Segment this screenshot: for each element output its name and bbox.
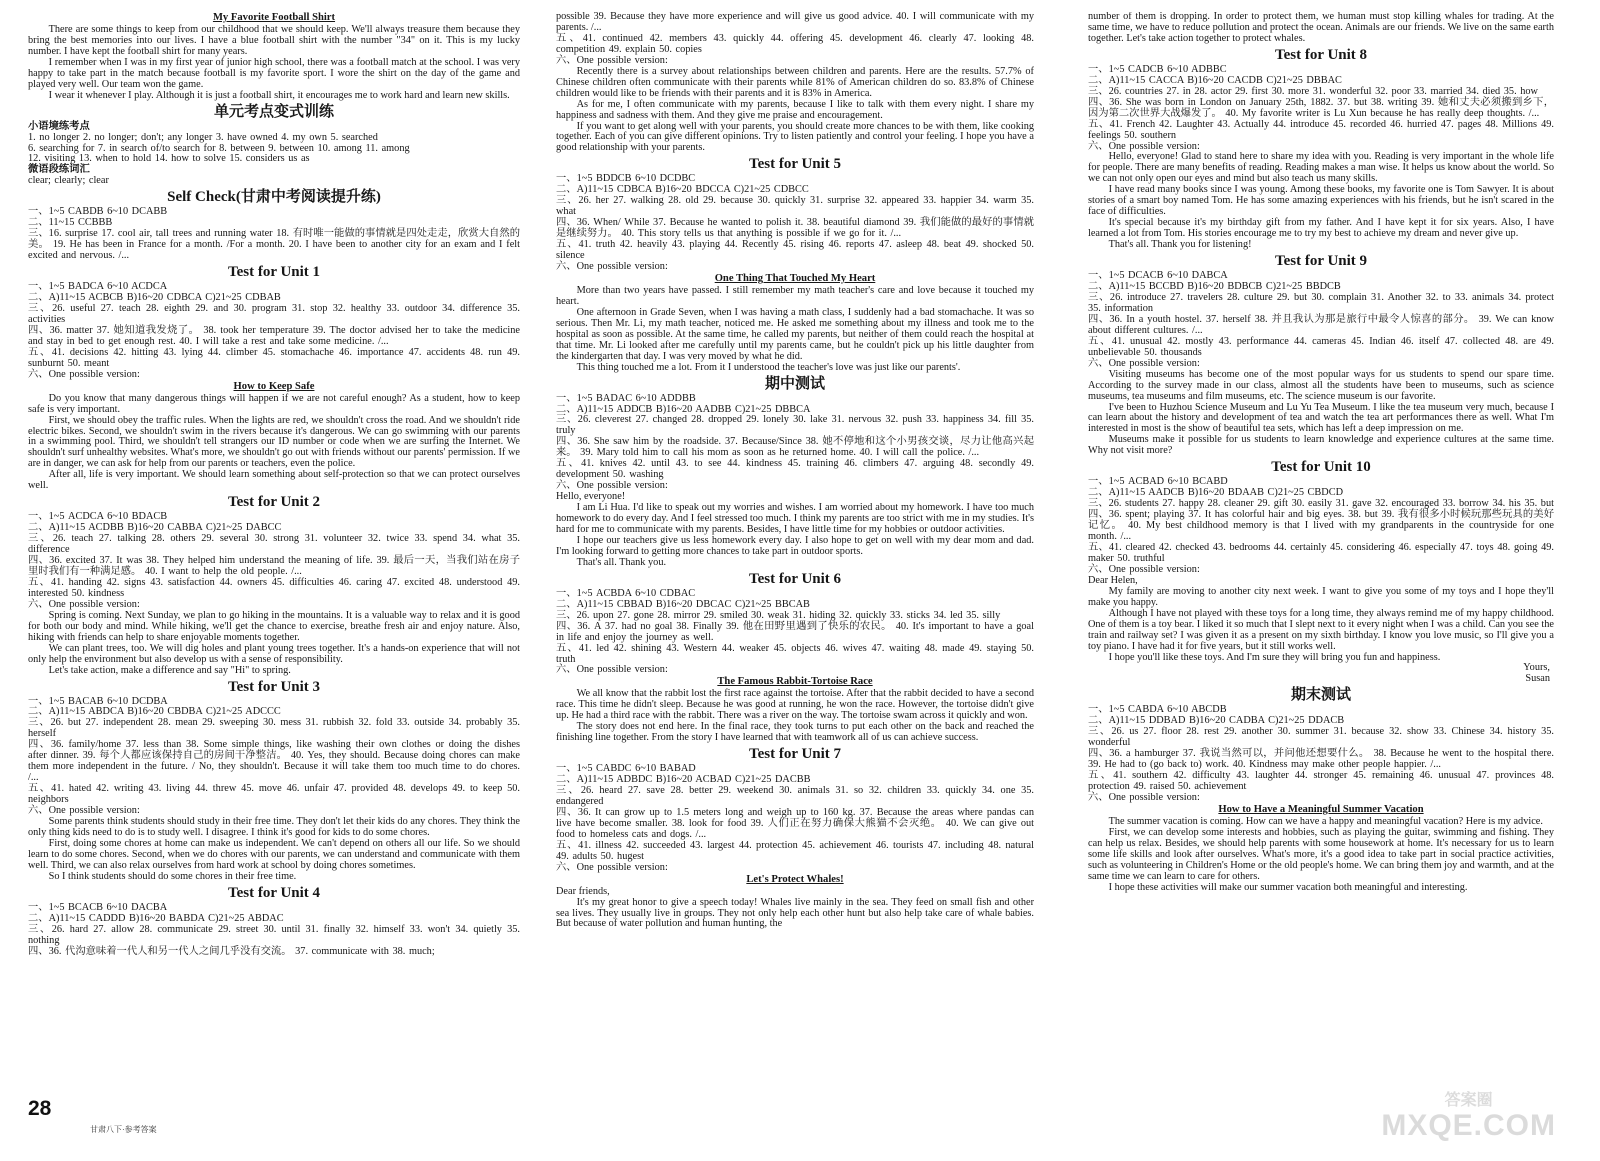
essay-paragraph: It's special because it's my birthday gift from my father. And I have kept it for six years. Also, I have learned a lot from Tom. His stories encourage me to try my best to achieve my dream and never give up. bbox=[1088, 217, 1554, 240]
answer-line: 三、26. introduce 27. travelers 28. culture 29. but 30. complain 31. Another 32. to 33. animals 34. protect 35. information bbox=[1088, 291, 1554, 314]
essay-paragraph: One afternoon in Grade Seven, when I was having a math class, I suddenly had a bad stomachache. It was so serious. Then Mr. Li, my math teacher, noticed me. He asked me something about my illness and took me to the hospital as soon as possible. At the same time, he called my parents, but neither of them could reach the hospital at that time. Mr. Li looked after me carefully until my parents came, but he couldn't pick up his little daughter from the kindergarten that day. I was very moved by what he did. bbox=[556, 306, 1034, 362]
answer-line: 三、26. countries 27. in 28. actor 29. first 30. more 31. wonderful 32. poor 33. married 34. died 35. how bbox=[1088, 85, 1538, 97]
answer-line: 三、26. upon 27. gone 28. mirror 29. smiled 30. weak 31. hiding 32. quickly 33. sticks 34. led 35. silly bbox=[556, 609, 1001, 621]
essay-paragraph: Museums make it possible for us students to learn knowledge and experience cultures at the same time. Why not visit more? bbox=[1088, 434, 1554, 457]
section-heading: Test for Unit 3 bbox=[227, 678, 321, 695]
answer-line: 三、26. us 27. floor 28. rest 29. another 30. summer 31. because 32. show 33. Chinese 34. history 35. wonderful bbox=[1088, 726, 1554, 749]
answer-line: 一、1~5 BADAC 6~10 ADDBB bbox=[556, 392, 696, 404]
essay-paragraph: I've been to Huzhou Science Museum and Lu Yu Tea Museum. I like the tea museum very much, because I can learn about the history and development of tea and watch the tea art performances there as well. What I'm interested in most is the show of beautiful tea sets, which has left a deep impression on me. bbox=[1088, 401, 1554, 435]
essay-paragraph: Although I have not played with these toys for a long time, they always remind me of my happy childhood. One of them is a toy bear. I liked it so much that I slept next to it every night when I was a child. Can you see the train and railway set? I was given it as a present on my sixth birthday. I know you love music, so I'll give you a toy piano. I have had it for five years, but it still works well. bbox=[1088, 607, 1554, 652]
section-heading: 期中测试 bbox=[764, 375, 825, 392]
answer-line: 二、A)11~15 DDBAD B)16~20 CADBA C)21~25 DDACB bbox=[1088, 715, 1345, 727]
section-heading: Test for Unit 6 bbox=[748, 570, 842, 587]
essay-paragraph: It's my great honor to give a speech today! Whales live mainly in the sea. They feed on small fish and other sea lives. They usually live in groups. They not only help each other hunt but also help take care of whale babies. But because of water pollution and human hunting, the bbox=[556, 896, 1034, 930]
subsection-label: 小语境练考点 bbox=[28, 120, 90, 132]
answer-line: 五、41. unusual 42. mostly 43. performance 44. cameras 45. Indian 46. itself 47. collected 48. are 49. unbelievable 50. thousands bbox=[1088, 335, 1554, 358]
answer-line: 三、26. heard 27. save 28. better 29. weekend 30. animals 31. so 32. children 33. quickly 34. one 35. endangered bbox=[556, 785, 1034, 807]
answer-line: 四、36. In a youth hostel. 37. herself 38. 并且我认为那是旅行中最令人惊喜的部分。 39. We can know about different cultures. /... bbox=[1088, 313, 1554, 336]
answer-line: 三、26. teach 27. talking 28. others 29. several 30. strong 31. volunteer 32. twice 33. spend 34. what 35. difference bbox=[28, 533, 520, 556]
answer-line: 六、One possible version: bbox=[556, 261, 668, 273]
answer-line: 一、1~5 BCACB 6~10 DACBA bbox=[28, 901, 168, 913]
section-heading: Test for Unit 10 bbox=[1271, 459, 1371, 476]
answer-line: 五、41. cleared 42. checked 43. bedrooms 44. certainly 45. considering 46. especially 47. toys 48. going 49. maker 50. truthful bbox=[1088, 541, 1554, 564]
answer-line: 一、1~5 BADCA 6~10 ACDCA bbox=[28, 281, 168, 293]
answer-line: 二、A)11~15 CDBCA B)16~20 BDCCA C)21~25 CDBCC bbox=[556, 184, 809, 196]
answer-line: 五、41. illness 42. succeeded 43. largest 44. protection 45. achievement 46. tourists 47. including 48. natural 49. adults 50. hugest bbox=[556, 839, 1034, 862]
essay-paragraph: I hope you'll like these toys. And I'm sure they will bring you fun and happiness. bbox=[1108, 651, 1441, 663]
answer-line: 六、One possible version: bbox=[28, 368, 140, 380]
answer-line: 一、1~5 CABDB 6~10 DCABB bbox=[28, 206, 168, 218]
essay-paragraph: Recently there is a survey about relationships between children and parents. Here are the results. 57.7% of Chinese children often communicate with their parents while 81% of American children do so. 83.8% of Chinese children would like to be friends with their parents and it is 83% in America. bbox=[556, 65, 1034, 99]
section-heading: 单元考点变式训练 bbox=[213, 103, 334, 120]
essay-paragraph: I have read many books since I was young. Among these books, my favorite one is Tom Sawyer. It is about stories of a smart boy named Tom. He has some amazing experiences with his friends, but he isn't scared in the face of difficulties. bbox=[1088, 184, 1554, 218]
answer-line: 五、41. knives 42. until 43. to see 44. kindness 45. training 46. climbers 47. arguing 48. secondly 49. development 50. washing bbox=[556, 458, 1034, 481]
essay-paragraph: I hope our teachers give us less homework every day. I also hope to get on well with my dear mom and dad. I'm looking forward to getting more chances to take part in outdoor sports. bbox=[556, 534, 1034, 557]
essay-title: My Favorite Football Shirt bbox=[212, 12, 336, 23]
answer-line: 一、1~5 ACBAD 6~10 BCABD bbox=[1088, 476, 1228, 488]
answer-line: 二、A)11~15 ADBDC B)16~20 ACBAD C)21~25 DACBB bbox=[556, 774, 811, 786]
answer-line: 1. no longer 2. no longer; don't; any longer 3. have owned 4. my own 5. searched bbox=[28, 131, 378, 143]
answer-line: 四、36. A 37. had no goal 38. Finally 39. 他在田野里遇到了快乐的农民。 40. It's important to have a goal in life and enjoy the journey as well. bbox=[556, 620, 1034, 643]
footer-label: 甘肃八下·参考答案 bbox=[90, 1125, 157, 1134]
answer-line: 一、1~5 BDDCB 6~10 DCDBC bbox=[556, 173, 696, 185]
answer-line: 二、A)11~15 ACDBB B)16~20 CABBA C)21~25 DABCC bbox=[28, 522, 282, 534]
answer-line: 五、41. French 42. Laughter 43. Actually 44. introduce 45. recorded 46. hurried 47. pages 48. Millions 49. feelings 50. southern bbox=[1088, 118, 1554, 141]
answer-line: 四、36. She saw him by the roadside. 37. Because/Since 38. 她不停地和这个小男孩交谈，尽力让他高兴起来。 39. Mary told him to call his mom as soon as he returned home. 40. I will call the police. /... bbox=[556, 436, 1034, 459]
essay-paragraph: First, we should obey the traffic rules. When the lights are red, we shouldn't cross the road. And we shouldn't ride electric bikes. Second, we shouldn't swim in the rivers because it's dangerous. We can go swimming with our parents in a swimming pool. Third, we shouldn't tell strangers our ID number or code when we are surfing the Internet. We shouldn't surf unhealthy websites. What's more, we shouldn't go out with friends without our parents' permission. If we are in danger, we can ask for help from our parents or teachers, even the police. bbox=[28, 414, 520, 470]
answer-line: 三、26. students 27. happy 28. cleaner 29. gift 30. easily 31. gave 32. encouraged 33. borrow 34. his 35. but bbox=[1088, 498, 1554, 510]
essay-paragraph: If you want to get along well with your parents, you should create more chances to be with them, like cooking together. Each of you can give different opinions. Try to listen patiently and control your feeling. I hope you have a good relationship with your parents. bbox=[556, 120, 1034, 154]
watermark-site-text: MXQE.COM bbox=[1381, 1109, 1556, 1142]
answer-line: 一、1~5 ACDCA 6~10 BDACB bbox=[28, 511, 168, 523]
answer-line: 六、One possible version: bbox=[1088, 140, 1200, 152]
section-heading: Test for Unit 8 bbox=[1274, 46, 1368, 63]
essay-paragraph: This thing touched me a lot. From it I understood the teacher's love was just like our parents'. bbox=[576, 361, 961, 373]
answer-line: 三、26. cleverest 27. changed 28. dropped 29. lonely 30. lake 31. nervous 32. push 33. happiness 34. fill 35. truly bbox=[556, 414, 1034, 437]
answer-line: 六、One possible version: bbox=[1088, 563, 1200, 575]
essay-paragraph: Visiting museums has become one of the most popular ways for us students to spend our spare time. According to the survey made in our class, almost all the students have been to museums, such as science museums, tea museums and film museums, etc. The science museum is our favorite. bbox=[1088, 368, 1554, 402]
essay-title: One Thing That Touched My Heart bbox=[714, 272, 876, 284]
page-number: 28 bbox=[28, 1097, 52, 1120]
essay-paragraph: Hello, everyone! Glad to stand here to share my idea with you. Reading is very important in the whole life for people. There are many benefits of reading. Reading makes a man wise. It helps us know about the world. So we can not only open our eyes and mind but also teach us many skills. bbox=[1088, 151, 1554, 185]
essay-paragraph: We can plant trees, too. We will dig holes and plant young trees together. It's a hands-on experience that will not only help the environment but also develop us with a sense of responsibility. bbox=[28, 642, 520, 665]
essay-paragraph: I am Li Hua. I'd like to speak out my worries and wishes. I am worried about my homework. I have too much homework to do every day. And I feel stressed too much. I think my parents are too strict with me in my studies. It's hard for me to communicate with my parents. Besides, I have little time for my hobbies or outdoor activities. bbox=[556, 502, 1034, 535]
essay-paragraph: The summer vacation is coming. How can we have a happy and meaningful vacation? Here is my advice. bbox=[1108, 815, 1543, 827]
answer-line: 六、One possible version: bbox=[556, 54, 668, 66]
answer-column-middle bbox=[556, 12, 1034, 1092]
essay-title: Let's Protect Whales! bbox=[746, 873, 844, 885]
text-line: possible 39. Because they have more experience and will give us good advice. 40. I will communicate with my parents. /... bbox=[556, 12, 1034, 33]
answer-line: 二、A)11~15 ADDCB B)16~20 AADBB C)21~25 DBBCA bbox=[556, 403, 811, 415]
answer-line: 二、A)11~15 ABDCA B)16~20 CBDBA C)21~25 ADCCC bbox=[28, 706, 281, 718]
answer-line: 六、One possible version: bbox=[28, 598, 140, 610]
answer-line: 二、A)11~15 CACCA B)16~20 CACDB C)21~25 DBBAC bbox=[1088, 74, 1342, 86]
answer-line: 五、41. continued 42. members 43. quickly 44. offering 45. development 46. clearly 47. looking 48. competition 49. explain 50. copies bbox=[556, 32, 1034, 55]
essay-paragraph: I hope these activities will make our summer vacation both meaningful and interesting. bbox=[1108, 881, 1468, 893]
answer-line: 六、One possible version: bbox=[28, 805, 140, 817]
essay-paragraph: Some parents think students should study in their free time. They don't let their kids do any chores. They think the only thing kids need to do is to study well. I disagree. I think it's good for kids to do some chores. bbox=[28, 816, 520, 838]
essay-paragraph: After all, life is very important. We should learn something about self-protection so that we can protect ourselves well. bbox=[28, 469, 520, 492]
answer-line: 三、26. hard 27. allow 28. communicate 29. street 30. until 31. finally 32. himself 33. won't 34. quietly 35. nothing bbox=[28, 923, 520, 946]
answer-line: 六、One possible version: bbox=[556, 480, 668, 492]
answer-line: 四、36. family/home 37. less than 38. Some simple things, like washing their own clothes or doing the dishes after dinner. 39. 每个人都应该保持自己的房间干净整洁。 40. Yes, they should. Because doing chores can make them more independent in the future. / No, they shouldn't. Because it will take them too much time to do chores. /... bbox=[28, 739, 520, 784]
answer-line: 二、A)11~15 CADDD B)16~20 BABDA C)21~25 ABDAC bbox=[28, 912, 284, 924]
essay-title: How to Have a Meaningful Summer Vacation bbox=[1218, 803, 1424, 815]
answer-line: 一、1~5 DCACB 6~10 DABCA bbox=[1088, 270, 1228, 282]
answer-line: 二、11~15 CCBBB bbox=[28, 217, 113, 229]
answer-line: 6. searching for 7. in search of/to search for 8. between 9. between 10. among 11. among bbox=[28, 142, 410, 154]
essay-paragraph: There are some things to keep from our childhood that we should keep. We'll always treasure them because they bring the best memories into our lives. I have a blue football shirt with the number "34" on it. This is my lucky number. I have kept the football shirt for many years. bbox=[28, 23, 520, 57]
answer-line: 四、36. It can grow up to 1.5 meters long and weigh up to 160 kg. 37. Because the areas where pandas can live have become smaller. 38. look for food 39. 人们正在努力确保大熊猫不会灭绝。 40. We can give out food to homeless cats and dogs. /... bbox=[556, 806, 1034, 840]
section-heading: Test for Unit 7 bbox=[748, 746, 842, 763]
answer-line: 五、41. decisions 42. hitting 43. lying 44. climber 45. stomachache 46. importance 47. accidents 48. run 49. sunburnt 50. meant bbox=[28, 346, 520, 369]
answer-line: 四、36. 代沟意味着一代人和另一代人之间几乎没有交流。 37. communicate with 38. much; bbox=[28, 945, 435, 957]
answer-line: 四、36. spent; playing 37. It has colorful hair and big eyes. 38. but 39. 我有很多小时候玩那些玩具的美好记忆。 40. My best childhood memory is that I lived with my grandparents in the countryside for one month. /... bbox=[1088, 509, 1554, 543]
text-line: number of them is dropping. In order to protect them, we human must stop killing whales for trading. At the same time, we have to reduce pollution and protect the ocean. Animals are our friends. We live on the same earth together. Let's take action together to protect whales. bbox=[1088, 12, 1554, 44]
answer-line: 二、A)11~15 CBBAD B)16~20 DBCAC C)21~25 BBCAB bbox=[556, 598, 810, 610]
text-line: Dear Helen, bbox=[1088, 574, 1138, 586]
essay-paragraph: My family are moving to another city next week. I want to give you some of my toys and I hope they'll make you happy. bbox=[1088, 585, 1554, 608]
answer-line: 四、36. excited 37. It was 38. They helped him understand the meaning of life. 39. 最后一天，当我们站在房子里时我们有一种满足感。 40. I want to help the old people. /... bbox=[28, 555, 520, 577]
essay-paragraph: That's all. Thank you for listening! bbox=[1108, 239, 1252, 251]
text-line: Hello, everyone! bbox=[556, 491, 626, 503]
essay-paragraph: As for me, I often communicate with my parents, because I like to talk with them every night. I share my happiness and sadness with them. And they give me praise and encouragement. bbox=[556, 98, 1034, 121]
answer-line: 四、36. matter 37. 她知道我发烧了。 38. took her temperature 39. The doctor advised her to take the medicine and stay in bed to get enough rest. 40. I will take a rest and take some medicine. /... bbox=[28, 324, 520, 347]
answer-line: 六、One possible version: bbox=[556, 664, 668, 676]
signature-line: Yours, bbox=[1523, 662, 1550, 674]
answer-column-left bbox=[28, 12, 520, 1092]
answer-line: 四、36. She was born in London on January 25th, 1882. 37. but 38. writing 39. 她和丈夫必须搬到乡下，因为第二次世界大战爆发了。 40. My favorite writer is Lu Xun because he has really deep thoughts. /... bbox=[1088, 96, 1554, 119]
answer-line: 四、36. When/ While 37. Because he wanted to polish it. 38. beautiful diamond 39. 我们能做的最好的事情就是继续努力。 40. This story tells us that anything is possible if we go for it. /... bbox=[556, 217, 1034, 240]
essay-paragraph: I wear it whenever I play. Although it is just a football shirt, it encourages me to work hard and learn new skills. bbox=[48, 89, 510, 101]
essay-paragraph: First, doing some chores at home can make us independent. We can't depend on others all our life. So we should learn to do some chores. Second, when we do chores with our parents, we can understand and communicate with them well. Third, we can also relax ourselves from hard work at school by doing chores sometimes. bbox=[28, 837, 520, 871]
answer-line: 二、A)11~15 BCCBD B)16~20 BDBCB C)21~25 BBDCB bbox=[1088, 281, 1341, 293]
section-heading: 期末测试 bbox=[1290, 687, 1351, 704]
essay-title: The Famous Rabbit-Tortoise Race bbox=[717, 676, 873, 688]
answer-line: clear; clearly; clear bbox=[28, 175, 109, 187]
answer-line: 三、16. surprise 17. cool air, tall trees and running water 18. 有时唯一能做的事情就是四处走走，欣赏大自然的美。 19. He has been in France for a month. /For a month. 20. I have been to another city for an exam and I felt excited and nervous. /... bbox=[28, 228, 520, 262]
answer-line: 三、26. but 27. independent 28. mean 29. sweeping 30. mess 31. rubbish 32. fold 33. outside 34. probably 35. herself bbox=[28, 717, 520, 740]
essay-paragraph: Let's take action, make a difference and say "Hi" to spring. bbox=[48, 664, 291, 676]
essay-paragraph: First, we can develop some interests and hobbies, such as playing the guitar, swimming and fishing. They can help us relax. Besides, we should help parents with some housework at home. It's necessary for us to learn some life skills and look after ourselves. What's more, it's a good idea to take part in social practice activities, such as volunteering in Children's Home or the old people's home. We can bring them joy and warmth, and at the same time we can learn to care for others. bbox=[1088, 826, 1554, 882]
answer-line: 一、1~5 CABDC 6~10 BABAD bbox=[556, 763, 696, 775]
answer-line: 12. visiting 13. when to hold 14. how to solve 15. considers us as bbox=[28, 153, 310, 165]
answer-line: 一、1~5 BACAB 6~10 DCDBA bbox=[28, 695, 168, 707]
section-heading: Test for Unit 4 bbox=[227, 884, 321, 901]
answer-column-right bbox=[1088, 12, 1554, 1092]
essay-title: How to Keep Safe bbox=[233, 380, 315, 392]
answer-line: 六、One possible version: bbox=[1088, 792, 1200, 803]
section-heading: Test for Unit 5 bbox=[748, 156, 842, 173]
section-heading: Test for Unit 1 bbox=[227, 264, 321, 281]
answer-line: 三、26. useful 27. teach 28. eighth 29. and 30. program 31. stop 32. healthy 33. outdoor 34. difference 35. activities bbox=[28, 303, 520, 325]
answer-line: 五、41. led 42. shining 43. Western 44. weaker 45. objects 46. wives 47. waiting 48. made 49. staying 50. truth bbox=[556, 642, 1034, 665]
essay-paragraph: Spring is coming. Next Sunday, we plan to go hiking in the mountains. It is a valuable way to relax and it is good for both our body and mind. While hiking, we'll get the chance to exercise, breathe fresh air and enjoy nature. Also, hiking with friends can help to share enjoyable moments together. bbox=[28, 609, 520, 643]
section-heading: Self Check(甘肃中考阅读提升练) bbox=[167, 189, 381, 206]
essay-paragraph: More than two years have passed. I still remember my math teacher's care and love because it touched my heart. bbox=[556, 284, 1034, 307]
section-heading: Test for Unit 9 bbox=[1274, 253, 1368, 270]
answer-line: 一、1~5 CADCB 6~10 ADBBC bbox=[1088, 63, 1227, 75]
answer-line: 五、41. southern 42. difficulty 43. laughter 44. stronger 45. remaining 46. unusual 47. provinces 48. protection 49. raised 50. achievement bbox=[1088, 770, 1554, 793]
section-heading: Test for Unit 2 bbox=[227, 494, 321, 511]
subsection-label: 微语段练词汇 bbox=[28, 164, 90, 176]
answer-line: 一、1~5 CABDA 6~10 ABCDB bbox=[1088, 704, 1227, 716]
essay-paragraph: The story does not end here. In the final race, they took turns to put each other on the back and reached the finishing line together. From the story I have learned that with teamwork all of us can achieve success. bbox=[556, 721, 1034, 744]
answer-line: 五、41. handing 42. signs 43. satisfaction 44. owners 45. difficulties 46. caring 47. excited 48. understood 49. interested 50. kindness bbox=[28, 576, 520, 599]
answer-line: 六、One possible version: bbox=[556, 861, 668, 873]
answer-line: 六、One possible version: bbox=[1088, 357, 1200, 369]
signature-line: Susan bbox=[1525, 673, 1550, 685]
answer-line: 四、36. a hamburger 37. 我说当然可以，并问他还想要什么。 38. Because he went to the hospital there. 39. He had to (go back to) work. 40. Kindness may make other people happier. /... bbox=[1088, 748, 1554, 771]
answer-line: 五、41. truth 42. heavily 43. playing 44. Recently 45. rising 46. reports 47. asleep 48. beat 49. shocked 50. silence bbox=[556, 239, 1034, 262]
answer-line: 二、A)11~15 AADCB B)16~20 BDAAB C)21~25 CBDCD bbox=[1088, 487, 1344, 499]
watermark bbox=[1381, 1092, 1556, 1142]
watermark-logo-text: 答案圈 bbox=[1444, 1092, 1493, 1109]
essay-paragraph: Do you know that many dangerous things will happen if we are not careful enough? As a student, how to keep safe is very important. bbox=[28, 392, 520, 415]
essay-paragraph: So I think students should do some chores in their free time. bbox=[48, 870, 297, 882]
essay-paragraph: We all know that the rabbit lost the first race against the tortoise. After that the rabbit decided to have a second race. This time he didn't sleep. Because he was good at running, he won the race. However, the tortoise didn't give up. He had a third race with the rabbit. There was a river on the way. The tortoise swam across it quickly and won. bbox=[556, 688, 1034, 722]
answer-line: 五、41. hated 42. writing 43. living 44. threw 45. move 46. unfair 47. provided 48. develops 49. to keep 50. neighbors bbox=[28, 783, 520, 806]
answer-line: 一、1~5 ACBDA 6~10 CDBAC bbox=[556, 587, 696, 599]
essay-paragraph: I remember when I was in my first year of junior high school, there was a football match at the school. I was very happy to take part in the match because football is my favorite sport. I wore the shirt on the day of the game and played very well. Our team won the game. bbox=[28, 56, 520, 90]
answer-line: 二、A)11~15 ACBCB B)16~20 CDBCA C)21~25 CDBAB bbox=[28, 292, 281, 304]
answer-line: 三、26. her 27. walking 28. old 29. because 30. quickly 31. surprise 32. appeared 33. happier 34. warm 35. what bbox=[556, 195, 1034, 218]
text-line: Dear friends, bbox=[556, 885, 610, 897]
essay-paragraph: That's all. Thank you. bbox=[576, 556, 667, 568]
